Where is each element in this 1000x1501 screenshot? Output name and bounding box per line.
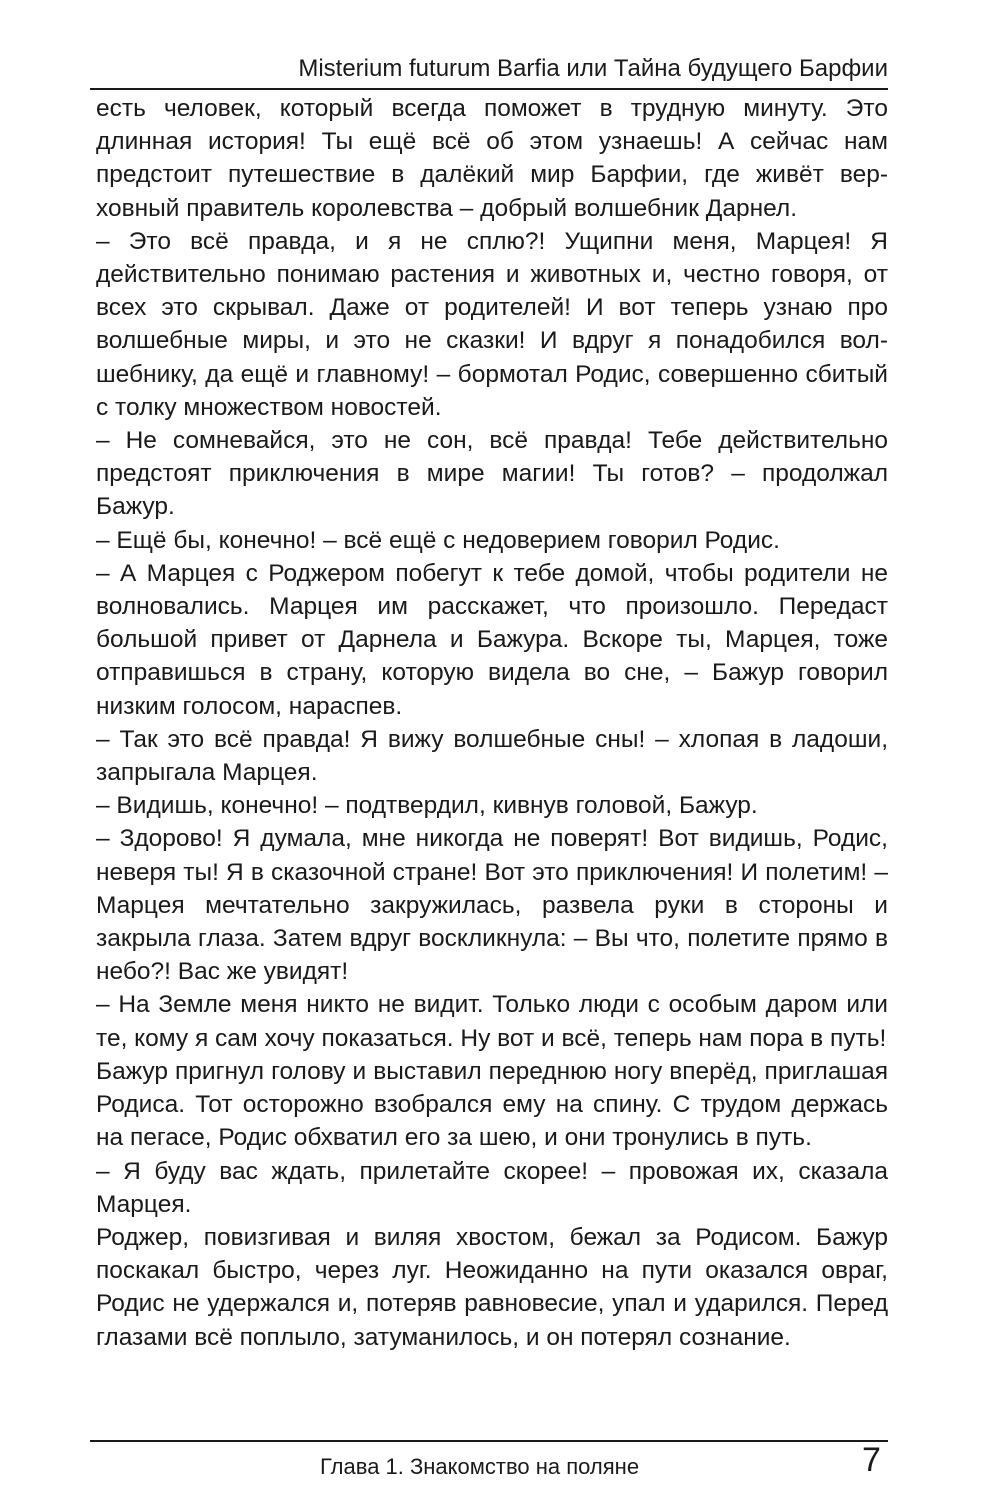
paragraph: – Видишь, конечно! – подтвердил, кивнув головой, Бажур. [96, 792, 758, 820]
paragraph: Бажур пригнул голову и выставил переднюю ногу вперёд, приглашая Родиса. Тот осторожно взобрался ему на спину. С трудом держась на пегасе, Родис обхватил его за шею, и они тронулись в путь. [96, 1057, 888, 1152]
paragraph: – А Марцея с Роджером побегут к тебе домой, чтобы родители не волновались. Марцея им расскажет, что произошло. Передаст большой привет от Дарнела и Бажура. Вскоре ты, Марцея, тоже отправишься в страну, которую видела во сне, – Бажур говорил низким голосом, нараспев. [96, 559, 888, 720]
paragraph: – Не сомневайся, это не сон, всё правда! Тебе действительно предстоят приключения в мире магии! Ты готов? – продолжал Бажур. [96, 427, 888, 521]
chapter-title: Глава 1. Знакомство на поляне [320, 1454, 640, 1479]
paragraph: есть человек, который всегда поможет в трудную минуту. Это длинная история! Ты ещё всё об этом узнаешь! А сейчас нам предстоит путешествие в далёкий мир Барфии, где живёт верховный правитель королевства – добрый волшебник Дарнел. [96, 95, 888, 222]
page-number: 7 [862, 1441, 881, 1479]
paragraph: – Это всё правда, и я не сплю?! Ущипни меня, Марцея! Я действительно понимаю растения и животных и, честно говоря, от всех это скрывал. Даже от родителей! И вот теперь узнаю про волшебные миры, и это не сказки! И вдруг я понадобился волшебнику, да ещё и главному! – бормотал Родис, совершенно сбитый с толку множеством новостей. [96, 227, 888, 421]
paragraph: – Здорово! Я думала, мне никогда не поверят! Вот видишь, Родис, неверя ты! Я в сказочной стране! Вот это приключения! И полетим! – Марцея мечтательно закружилась, развела руки в стороны и закрыла глаза. Затем вдруг воскликнула: – Вы что, полетите прямо в небо?! Вас же увидят! [96, 825, 888, 986]
body-text [96, 92, 888, 1354]
header-rule [90, 88, 888, 90]
running-header: Misterium futurum Barfia или Тайна будущего Барфии [298, 55, 888, 82]
footer-rule [90, 1440, 888, 1442]
paragraph: – На Земле меня никто не видит. Только люди с особым даром или те, кому я сам хочу показаться. Ну вот и всё, теперь нам пора в путь! [96, 991, 888, 1052]
paragraph: – Ещё бы, конечно! – всё ещё с недоверием говорил Родис. [96, 526, 780, 554]
paragraph: – Я буду вас ждать, прилетайте скорее! – провожая их, сказала Марцея. [96, 1157, 888, 1218]
paragraph: Роджер, повизгивая и виляя хвостом, бежал за Родисом. Бажур поскакал быстро, через луг. Неожиданно на пути оказался овраг, Родис не удержался и, потеряв равновесие, упал и ударился. Перед глазами всё поплыло, затуманилось, и он потерял сознание. [96, 1223, 888, 1351]
paragraph: – Так это всё правда! Я вижу волшебные сны! – хлопая в ладоши, запрыгала Марцея. [96, 725, 888, 787]
